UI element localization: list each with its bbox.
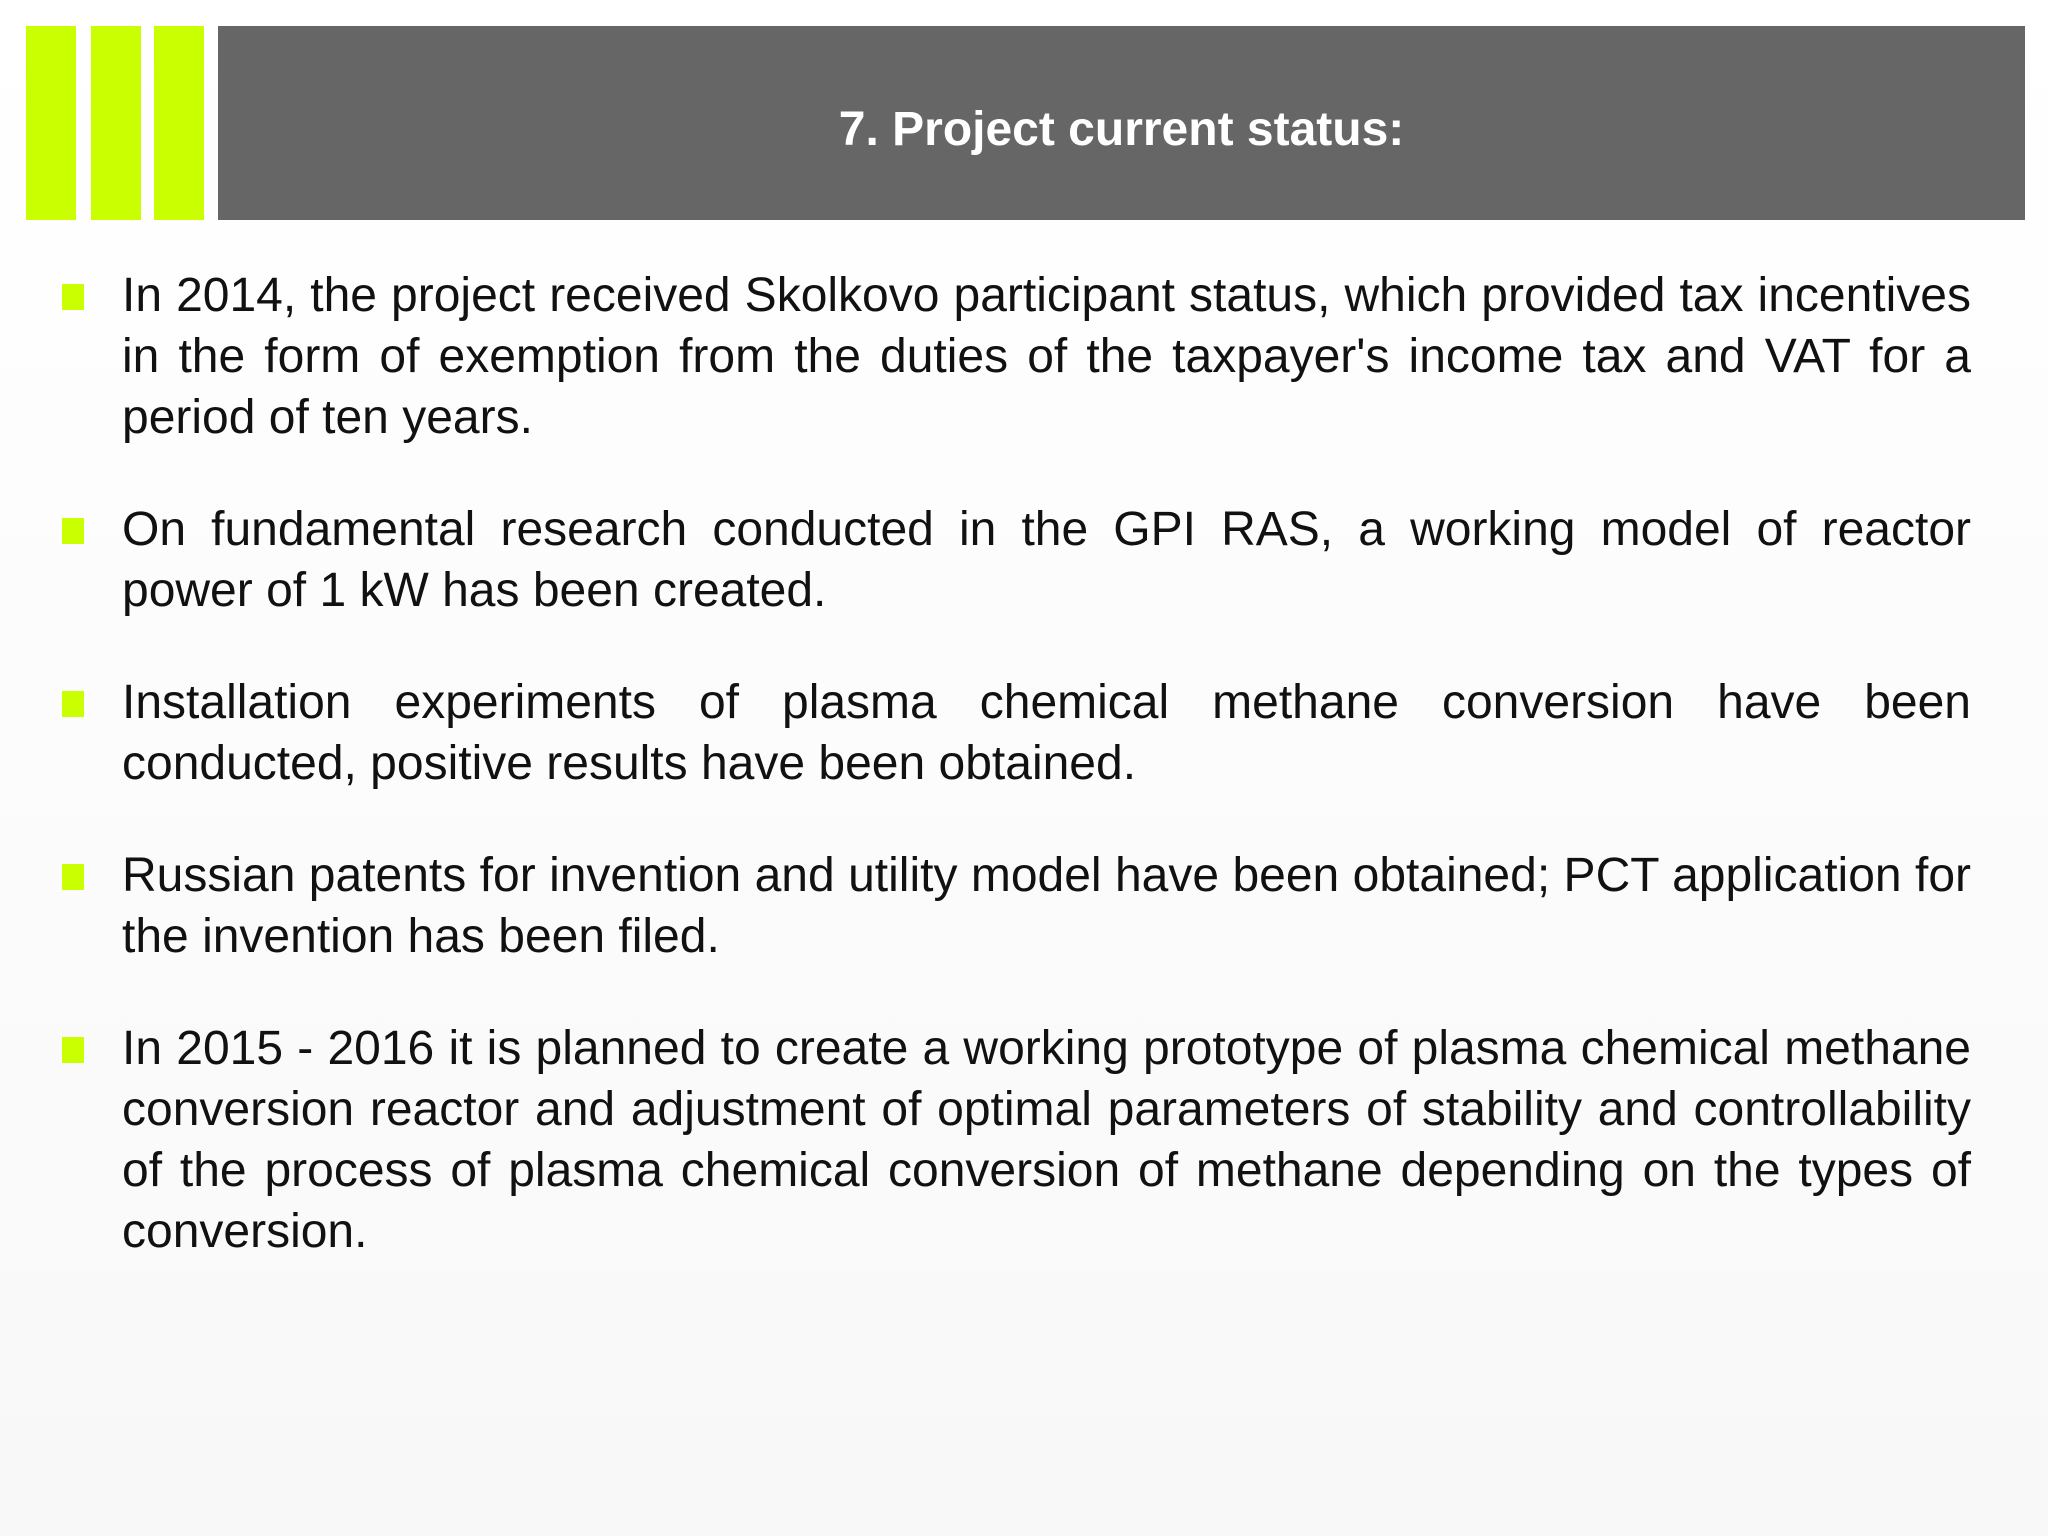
bullet-square-icon (62, 518, 84, 544)
accent-stripe-3 (154, 26, 204, 220)
accent-stripe-2 (91, 26, 141, 220)
bullet-text: Installation experiments of plasma chemical methane conversion have been conducted, positive results have been obtained. (122, 676, 1971, 790)
accent-stripe-1 (26, 26, 76, 220)
bullet-list (56, 265, 1971, 1313)
bullet-square-icon (62, 864, 84, 890)
bullet-square-icon (62, 284, 84, 310)
bullet-item-skolkovo-status (56, 265, 1971, 448)
bullet-item-experiments (56, 672, 1971, 794)
bullet-square-icon (62, 691, 84, 717)
slide-title: 7. Project current status: (838, 103, 1405, 156)
title-banner (218, 26, 2025, 220)
bullet-square-icon (62, 1037, 84, 1063)
bullet-item-patents (56, 845, 1971, 967)
bullet-text: In 2015 - 2016 it is planned to create a working prototype of plasma chemical methane conversion reactor and adjustment of optimal parameters of stability and controllability of the process of plasma chemical conversion of methane depending on the types of conversion. (122, 1022, 1971, 1258)
bullet-text: On fundamental research conducted in the GPI RAS, a working model of reactor power of 1 kW has been created. (122, 503, 1971, 617)
bullet-text: Russian patents for invention and utility model have been obtained; PCT application for the invention has been filed. (122, 849, 1971, 963)
bullet-item-working-model (56, 499, 1971, 621)
bullet-item-prototype-plan (56, 1018, 1971, 1262)
bullet-text: In 2014, the project received Skolkovo participant status, which provided tax incentives in the form of exemption from the duties of the taxpayer's income tax and VAT for a period of ten years. (122, 269, 1971, 444)
